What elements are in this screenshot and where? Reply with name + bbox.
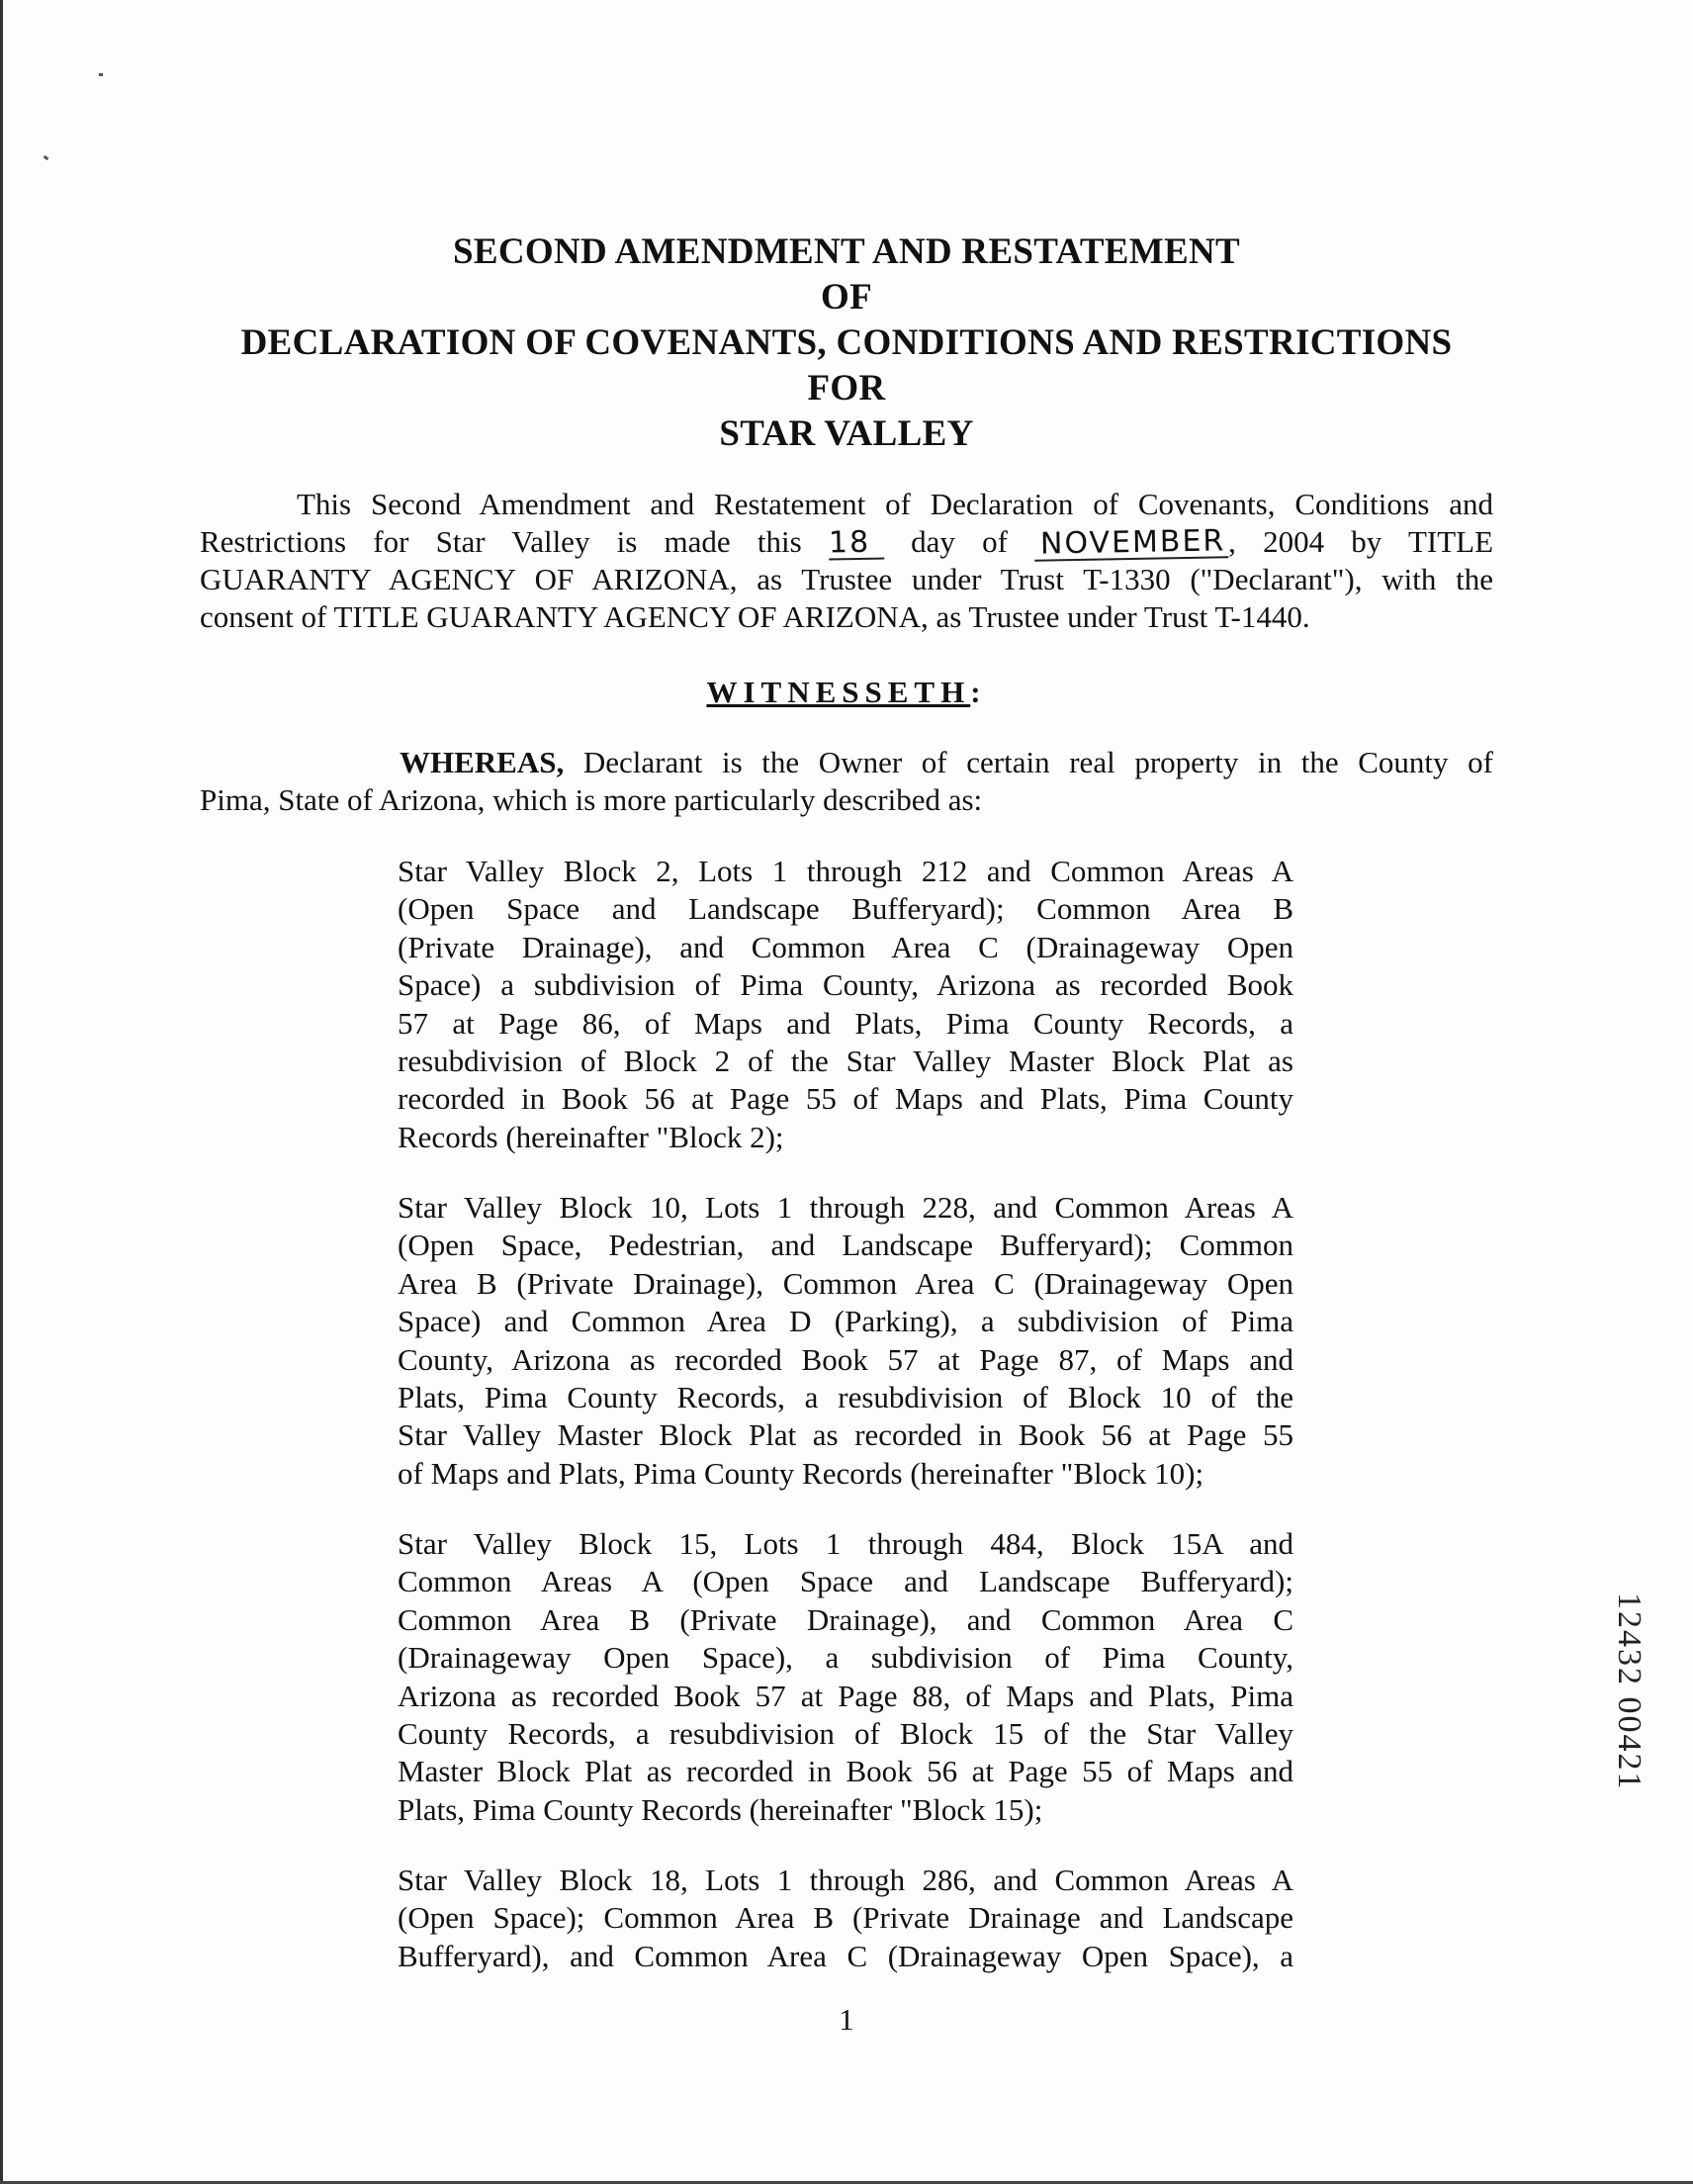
- block-2-line: resubdivision of Block 2 of the Star Valley Master Block Plat as: [398, 1044, 1293, 1079]
- block-10-line: Star Valley Block 10, Lots 1 through 228, and Common Areas A: [398, 1190, 1293, 1225]
- property-block-10: [398, 1189, 1293, 1493]
- whereas-line-2: Pima, State of Arizona, which is more particularly described as:: [200, 782, 983, 817]
- block-2-line: Star Valley Block 2, Lots 1 through 212 and Common Areas A: [398, 854, 1293, 888]
- property-block-18: [398, 1862, 1293, 1975]
- handwritten-day: 18: [829, 528, 885, 561]
- block-15-line: (Drainageway Open Space), a subdivision of Pima County,: [398, 1640, 1293, 1676]
- block-2-line: Space) a subdivision of Pima County, Arizona as recorded Book: [398, 967, 1293, 1003]
- block-15-line: Plats, Pima County Records (hereinafter "Block 15);: [398, 1791, 1043, 1827]
- intro-line-4: consent of TITLE GUARANTY AGENCY OF ARIZONA, as Trustee under Trust T-1440.: [200, 599, 1310, 634]
- block-2-line: recorded in Book 56 at Page 55 of Maps and Plats, Pima County: [398, 1081, 1293, 1117]
- block-15-line: Master Block Plat as recorded in Book 56 at Page 55 of Maps and: [398, 1754, 1293, 1789]
- block-15-line: Common Areas A (Open Space and Landscape Bufferyard);: [398, 1564, 1293, 1599]
- block-15-line: Common Area B (Private Drainage), and Common Area C: [398, 1601, 1293, 1637]
- whereas-paragraph: [200, 744, 1493, 819]
- witnesseth-label: WITNESSETH: [706, 675, 971, 709]
- title-line-2: OF: [821, 277, 872, 318]
- block-15-line: Star Valley Block 15, Lots 1 through 484, Block 15A and: [398, 1526, 1293, 1561]
- block-10-line: Star Valley Master Block Plat as recorded in Book 56 at Page 55: [398, 1417, 1293, 1453]
- intro-line-2: [200, 523, 1493, 561]
- block-10-line: County, Arizona as recorded Book 57 at Page 87, of Maps and: [398, 1341, 1293, 1377]
- block-18-line: (Open Space); Common Area B (Private Drainage and Landscape: [398, 1900, 1293, 1936]
- page-number: 1: [839, 2002, 854, 2037]
- block-10-line: (Open Space, Pedestrian, and Landscape Bufferyard); Common: [398, 1228, 1293, 1263]
- block-15-line: County Records, a resubdivision of Block 15 of the Star Valley: [398, 1716, 1293, 1752]
- title-line-4: FOR: [807, 368, 886, 409]
- title-line-1: SECOND AMENDMENT AND RESTATEMENT: [453, 231, 1240, 272]
- block-15-line: Arizona as recorded Book 57 at Page 88, of Maps and Plats, Pima: [398, 1678, 1293, 1713]
- block-2-line: Records (hereinafter "Block 2);: [398, 1119, 784, 1154]
- block-2-line: (Private Drainage), and Common Area C (Drainageway Open: [398, 929, 1293, 964]
- intro-line-2-text-a: Restrictions for Star Valley is made this: [200, 524, 802, 559]
- block-18-line: Bufferyard), and Common Area C (Drainageway Open Space), a: [398, 1938, 1293, 1973]
- property-block-15: [398, 1525, 1293, 1829]
- property-block-2: [398, 853, 1293, 1156]
- block-2-line: 57 at Page 86, of Maps and Plats, Pima County Records, a: [398, 1005, 1293, 1041]
- scan-speck: [99, 73, 103, 76]
- title-line-5: STAR VALLEY: [719, 413, 974, 454]
- block-2-line: (Open Space and Landscape Bufferyard); Common Area B: [398, 891, 1293, 927]
- block-18-line: Star Valley Block 18, Lots 1 through 286, and Common Areas A: [398, 1863, 1293, 1897]
- intro-line-2-text-c: , 2004 by TITLE: [1228, 524, 1494, 559]
- recording-stamp-text: 12432 00421: [1611, 1592, 1648, 1791]
- whereas-line-1-rest: Declarant is the Owner of certain real property in the County of: [582, 745, 1493, 779]
- witnesseth-heading: [0, 675, 1693, 710]
- intro-line-2-text-b: day of: [911, 524, 1008, 559]
- block-10-line: Area B (Private Drainage), Common Area C (Drainageway Open: [398, 1265, 1293, 1301]
- title-line-3: DECLARATION OF COVENANTS, CONDITIONS AND RESTRICTIONS: [240, 322, 1453, 363]
- document-title: [0, 229, 1693, 457]
- handwritten-month: NOVEMBER: [1034, 526, 1229, 561]
- witnesseth-colon: :: [970, 675, 987, 709]
- scan-speck: [44, 155, 49, 160]
- intro-line-1: This Second Amendment and Restatement of Declaration of Covenants, Conditions and: [297, 487, 1493, 521]
- block-10-line: Plats, Pima County Records, a resubdivision of Block 10 of the: [398, 1380, 1293, 1415]
- whereas-lead: WHEREAS,: [400, 745, 565, 779]
- block-10-line: of Maps and Plats, Pima County Records (hereinafter "Block 10);: [398, 1455, 1204, 1491]
- intro-line-3: GUARANTY AGENCY OF ARIZONA, as Trustee under Trust T-1330 ("Declarant"), with the: [200, 562, 1493, 596]
- recording-stamp: [1612, 1592, 1661, 1869]
- block-10-line: Space) and Common Area D (Parking), a subdivision of Pima: [398, 1304, 1293, 1339]
- intro-paragraph: [200, 486, 1493, 636]
- whereas-line-1: [200, 744, 1493, 781]
